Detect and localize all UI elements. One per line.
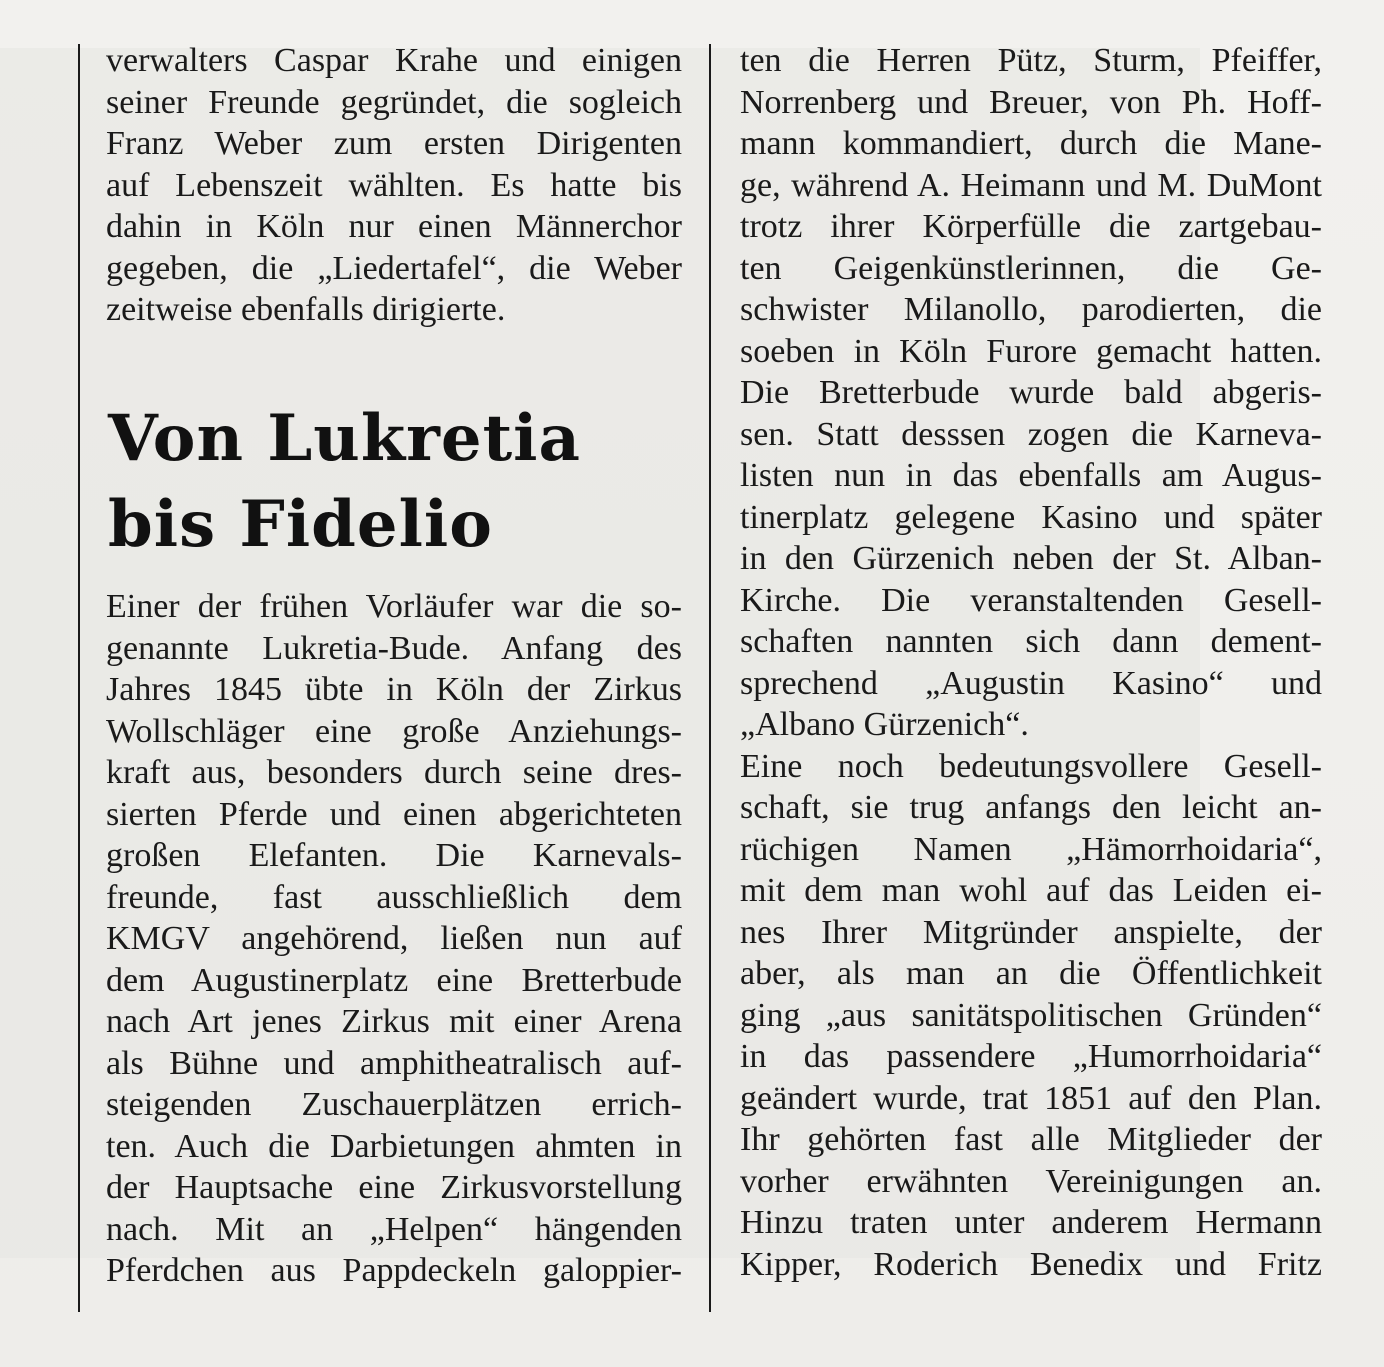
text-line: ge, während A. Heimann und M. DuMont <box>740 166 1322 204</box>
text-line: sierten Pferde und einen abgerichteten <box>106 795 682 833</box>
text-line: verwalters Caspar Krahe und einigen <box>106 42 682 79</box>
text-line: seiner Freunde gegründet, die sogleich <box>106 83 682 121</box>
text-line: ging „aus sanitätspolitischen Gründen“ <box>740 996 1322 1034</box>
text-line: in den Gürzenich neben der St. Alban- <box>740 540 1322 577</box>
text-line: Die Bretterbude wurde bald abgeris- <box>740 374 1322 411</box>
text-line: kraft aus, besonders durch seine dres- <box>106 754 682 791</box>
text-line: tinerplatz gelegene Kasino und später <box>740 498 1322 536</box>
text-line: mann kommandiert, durch die Mane- <box>740 125 1322 162</box>
text-line: Norrenberg und Breuer, von Ph. Hoff- <box>740 83 1322 121</box>
text-line: als Bühne und amphitheatralisch auf- <box>106 1044 682 1082</box>
text-line: dahin in Köln nur einen Männerchor <box>106 208 682 245</box>
text-line: Franz Weber zum ersten Dirigenten <box>106 125 682 162</box>
center-column-rule <box>709 44 711 1312</box>
text-line: genannte Lukretia-Bude. Anfang des <box>106 629 682 667</box>
text-line: nach Art jenes Zirkus mit einer Arena <box>106 1003 682 1040</box>
text-line: nach. Mit an „Helpen“ hängenden <box>106 1210 682 1248</box>
text-line: in das passendere „Humorrhoidaria“ <box>740 1038 1322 1075</box>
text-line: ten. Auch die Darbietungen ahmten in <box>106 1127 682 1165</box>
text-line: geändert wurde, trat 1851 auf den Plan. <box>740 1079 1322 1117</box>
text-line: der Hauptsache eine Zirkusvorstellung <box>106 1169 682 1206</box>
text-line: „Albano Gürzenich“. <box>740 706 1029 743</box>
text-line: dem Augustinerplatz eine Bretterbude <box>106 961 682 999</box>
text-line: Pferdchen aus Pappdeckeln galoppier- <box>106 1252 682 1289</box>
left-column-rule <box>78 44 80 1312</box>
text-line: listen nun in das ebenfalls am Augus- <box>740 457 1322 494</box>
text-line: sprechend „Augustin Kasino“ und <box>740 664 1322 702</box>
text-line: Kirche. Die veranstaltenden Gesell- <box>740 581 1322 619</box>
text-line: Einer der frühen Vorläufer war die so- <box>106 588 682 625</box>
right-column <box>740 40 1322 1285</box>
text-line: soeben in Köln Furore gemacht hatten. <box>740 332 1322 370</box>
text-line: steigenden Zuschauerplätzen errich- <box>106 1086 682 1123</box>
text-line: vorher erwähnten Vereinigungen an. <box>740 1162 1322 1200</box>
text-line: mit dem man wohl auf das Leiden ei- <box>740 872 1322 909</box>
left-column-paragraph-1 <box>106 40 682 331</box>
text-line: auf Lebenszeit wählten. Es hatte bis <box>106 166 682 204</box>
text-line: freunde, fast ausschließlich dem <box>106 878 682 916</box>
text-line: Wollschläger eine große Anziehungs- <box>106 712 682 750</box>
heading-line: bis Fidelio <box>108 487 493 562</box>
text-line: gegeben, die „Liedertafel“, die Weber <box>106 249 682 287</box>
text-line: aber, als man an die Öffentlichkeit <box>740 955 1322 992</box>
text-line: sen. Statt desssen zogen die Karneva- <box>740 415 1322 453</box>
text-line: Jahres 1845 übte in Köln der Zirkus <box>106 671 682 708</box>
text-line: trotz ihrer Körperfülle die zartgebau- <box>740 208 1322 245</box>
text-line: zeitweise ebenfalls dirigierte. <box>106 291 506 328</box>
text-line: Hinzu traten unter anderem Hermann <box>740 1204 1322 1241</box>
text-line: Ihr gehörten fast alle Mitglieder der <box>740 1121 1322 1158</box>
text-line: ten Geigenkünstlerinnen, die Ge- <box>740 249 1322 287</box>
heading-line: Von Lukretia <box>108 401 581 476</box>
text-line: schwister Milanollo, parodierten, die <box>740 291 1322 328</box>
text-line: KMGV angehörend, ließen nun auf <box>106 920 682 957</box>
text-line: Kipper, Roderich Benedix und Fritz <box>740 1245 1322 1283</box>
text-line: großen Elefanten. Die Karnevals- <box>106 837 682 874</box>
text-line: schaft, sie trug anfangs den leicht an- <box>740 789 1322 826</box>
text-line: rüchigen Namen „Hämorrhoidaria“, <box>740 830 1322 868</box>
text-line: nes Ihrer Mitgründer anspielte, der <box>740 913 1322 951</box>
section-heading <box>108 396 668 568</box>
left-column-paragraph-2 <box>106 586 682 1292</box>
text-line: ten die Herren Pütz, Sturm, Pfeiffer, <box>740 42 1322 79</box>
text-line: Eine noch bedeutungsvollere Gesell- <box>740 747 1322 785</box>
text-line: schaften nannten sich dann dement- <box>740 623 1322 660</box>
